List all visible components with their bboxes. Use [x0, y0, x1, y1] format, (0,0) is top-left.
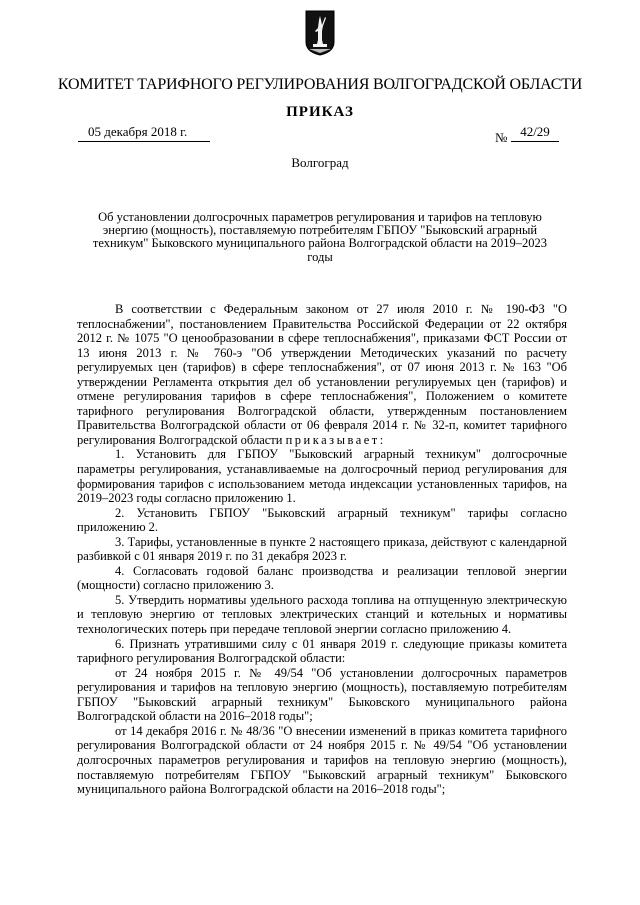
item-5: 5. Утвердить нормативы удельного расхода топлива на отпущенную электрическую и тепловую энергию от тепловых электрических станций и котельных и нормативы технологических потерь при передаче тепловой энергии согласно приложению 4. [77, 592, 567, 637]
item-1: 1. Установить для ГБПОУ "Быковский аграрный техникум" долгосрочные параметры регулирования, устанавливаемые на долгосрочный период регулирования для формирования тарифов с использованием метода индексации установленных тарифов, на 2019–2023 годы согласно приложению 1. [77, 447, 567, 506]
city: Волгоград [291, 155, 349, 170]
order-number-label: № [495, 130, 508, 145]
order-body [77, 302, 567, 797]
item-6-sub-1: от 24 ноября 2015 г. № 49/54 "Об установлении долгосрочных параметров регулирования и тарифов на тепловую энергию (мощность), поставляемую потребителям ГБПОУ "Быковский аграрный техникум" Быковского муниципального района Волгоградской области на 2016–2018 годы"; [77, 665, 567, 724]
order-date: 05 декабря 2018 г. [78, 124, 210, 142]
volgograd-coat-of-arms-icon [305, 10, 335, 56]
preamble [77, 302, 567, 447]
item-6: 6. Признать утратившими силу с 01 января 2019 г. следующие приказы комитета тарифного регулирования Волгоградской области: [77, 636, 567, 666]
item-2: 2. Установить ГБПОУ "Быковский аграрный техникум" тарифы согласно приложению 2. [77, 505, 567, 535]
order-number: 42/29 [511, 124, 559, 142]
order-title: ПРИКАЗ [286, 104, 354, 120]
item-3: 3. Тарифы, установленные в пункте 2 настоящего приказа, действуют с календарной разбивкой с 01 января 2019 г. по 31 декабря 2023 г. [77, 534, 567, 564]
item-6-sub-2: от 14 декабря 2016 г. № 48/36 "О внесении изменений в приказ комитета тарифного регулирования Волгоградской области от 24 ноября 2015 г. № 49/54 "Об установлении долгосрочных параметров регулирования и тарифов на тепловую энергию (мощность), поставляемую потребителям ГБПОУ "Быковский аграрный техникум" Быковского муниципального района Волгоградской области на 2016–2018 годы"; [77, 723, 567, 797]
preamble-text: В соответствии с Федеральным законом от 27 июля 2010 г. № 190-ФЗ "О теплоснабжении", постановлением Правительства Российской Федерации от 22 октября 2012 г. № 1075 "О ценообразовании в сфере теплоснабжения", приказами ФСТ России от 13 июня 2013 г. № 760-э "Об утверждении Методических указаний по расчету регулируемых цен (тарифов) в сфере теплоснабжения", от 07 июня 2013 г. № 163 "Об утверждении Регламента открытия дел об установлении регулируемых цен (тарифов) и отмене регулирования тарифов в сфере теплоснабжения", Положением о комитете тарифного регулирования Волгоградской области, утвержденным постановлением Правительства Волгоградской области от 06 февраля 2014 г. № 32-п, комитет тарифного регулирования Волгоградской области [77, 302, 567, 447]
preamble-verb: приказывает: [285, 432, 386, 447]
committee-name: КОМИТЕТ ТАРИФНОГО РЕГУЛИРОВАНИЯ ВОЛГОГРАДСКОЙ ОБЛАСТИ [57, 76, 583, 93]
item-4: 4. Согласовать годовой баланс производства и реализации тепловой энергии (мощности) согласно приложению 3. [77, 563, 567, 593]
order-subject: Об установлении долгосрочных параметров регулирования и тарифов на тепловую энергию (мощность), поставляемую потребителям ГБПОУ "Быковский аграрный техникум" Быковского муниципального района Волгоградской области на 2019–2023 годы [92, 210, 548, 264]
